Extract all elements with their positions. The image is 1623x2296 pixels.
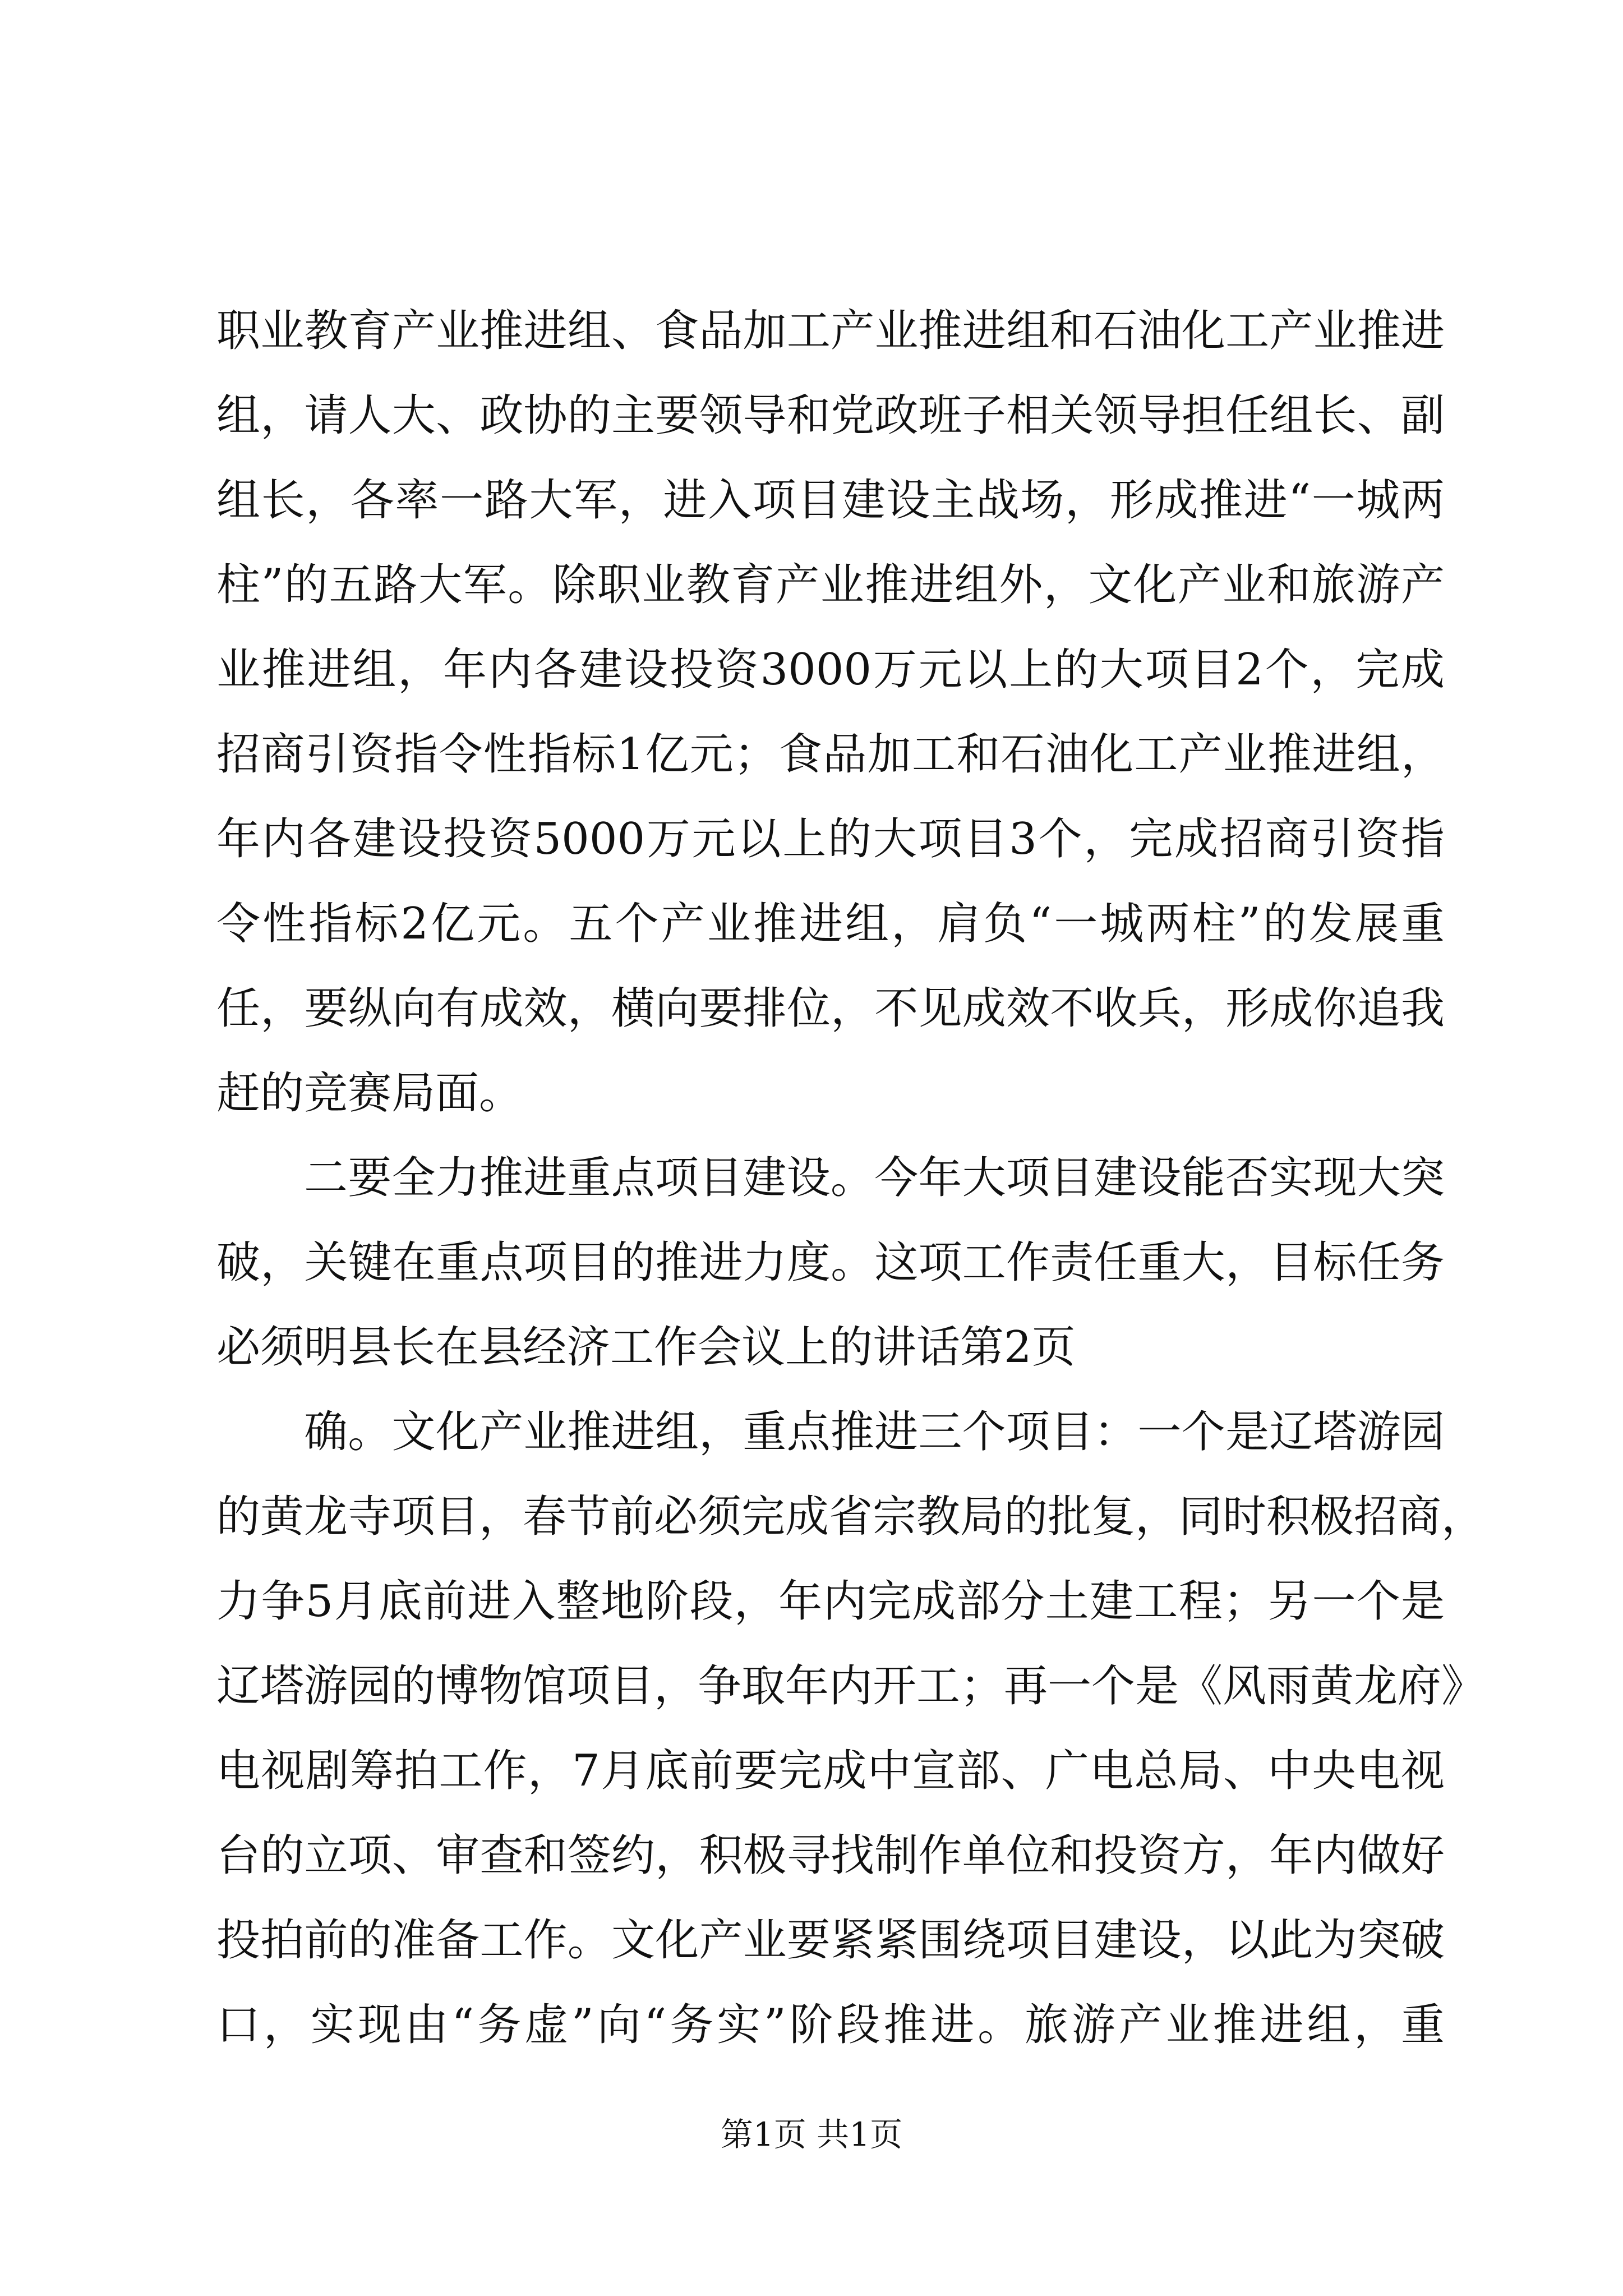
- text-line-10: 赶的竞赛局面。: [216, 1068, 523, 1119]
- text-line-21: 口，实现由“务虚”向“务实”阶段推进。旅游产业推进组，重: [216, 2000, 1445, 2050]
- text-line-5: 业推进组，年内各建设投资3000万元以上的大项目2个，完成: [216, 645, 1445, 695]
- text-line-1: 职业教育产业推进组、食品加工产业推进组和石油化工产业推进: [216, 306, 1445, 356]
- document-body: [216, 289, 1486, 2068]
- text-line-8: 令性指标2亿元。五个产业推进组，肩负“一城两柱”的发展重: [216, 899, 1445, 949]
- text-line-3: 组长，各率一路大军，进入项目建设主战场，形成推进“一城两: [216, 475, 1445, 526]
- text-line-6: 招商引资指令性指标1亿元；食品加工和石油化工产业推进组，: [216, 729, 1445, 780]
- text-line-17: 辽塔游园的博物馆项目，争取年内开工；再一个是《风雨黄龙府》: [216, 1661, 1486, 1711]
- text-line-12: 破，关键在重点项目的推进力度。这项工作责任重大，目标任务: [216, 1237, 1445, 1288]
- text-line-15: 的黄龙寺项目，春节前必须完成省宗教局的批复，同时积极招商，: [216, 1492, 1486, 1542]
- text-line-2: 组，请人大、政协的主要领导和党政班子相关领导担任组长、副: [216, 390, 1445, 441]
- text-line-9: 任，要纵向有成效，横向要排位，不见成效不收兵，形成你追我: [216, 983, 1445, 1034]
- text-line-4: 柱”的五路大军。除职业教育产业推进组外，文化产业和旅游产: [216, 560, 1445, 610]
- text-line-14: 确。文化产业推进组，重点推进三个项目：一个是辽塔游园: [304, 1407, 1445, 1457]
- text-line-16: 力争5月底前进入整地阶段，年内完成部分土建工程；另一个是: [216, 1576, 1445, 1627]
- text-line-19: 台的立项、审查和签约，积极寻找制作单位和投资方，年内做好: [216, 1830, 1445, 1881]
- text-line-13: 必须明县长在县经济工作会议上的讲话第2页: [216, 1322, 1076, 1373]
- text-line-7: 年内各建设投资5000万元以上的大项目3个，完成招商引资指: [216, 814, 1445, 864]
- page-footer: 第1页 共1页: [720, 2115, 903, 2154]
- text-line-11: 二要全力推进重点项目建设。今年大项目建设能否实现大突: [304, 1153, 1445, 1203]
- text-line-20: 投拍前的准备工作。文化产业要紧紧围绕项目建设，以此为突破: [216, 1915, 1445, 1966]
- text-line-18: 电视剧筹拍工作，7月底前要完成中宣部、广电总局、中央电视: [216, 1746, 1445, 1796]
